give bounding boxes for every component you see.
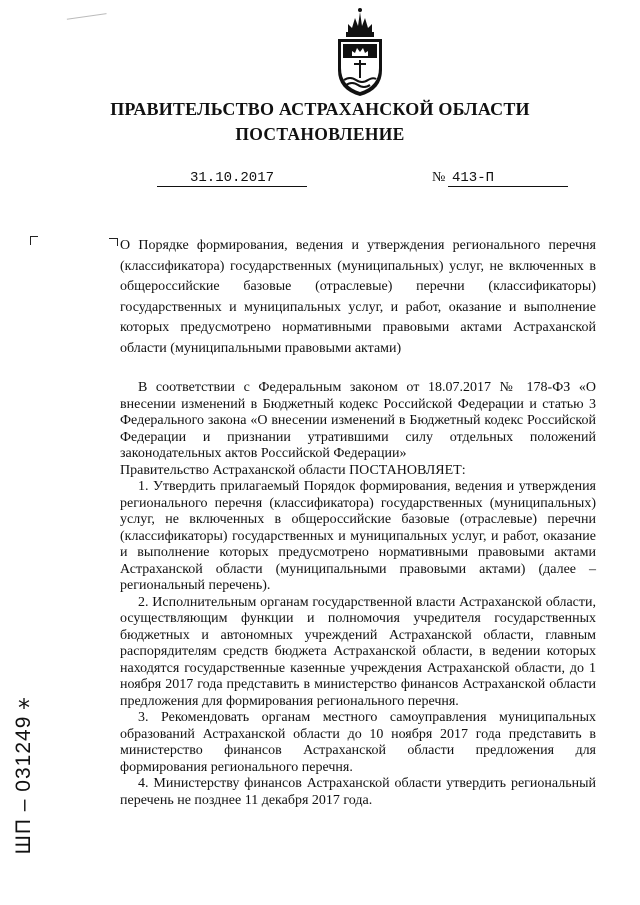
- decree-subject: О Порядке формирования, ведения и утверждения регионального перечня (классификатора) государственных (муниципальных) услуг, не включенных в общероссийские базовые (отраслевые) перечни (классификаторы) государственных и муниципальных услуг, и работ, оказание и выполнение которых предусмотрено нормативными правовыми актами Астраханской области (муниципальными правовыми актами): [120, 238, 596, 356]
- star-mark: *: [18, 694, 30, 722]
- decree-item: 4. Министерству финансов Астраханской области утвердить региональный перечень не позднее 11 декабря 2017 года.: [120, 776, 596, 808]
- scan-mark: [65, 3, 106, 19]
- registration-number: ШП – 031249: [12, 715, 35, 855]
- subject-bracket-right: [109, 238, 118, 246]
- decree-item: 2. Исполнительным органам государственной власти Астраханской области, осуществляющим функции и полномочия учредителя государственных бюджетных и автономных учреждений Астраханской области, главным распорядителям средств бюджета Астраханской области, в ведении которых находятся государственные казенные учреждения Астраханской области, до 1 ноября 2017 года представить в министерство финансов Астраханской области предложения для формирования регионального перечня.: [120, 594, 596, 709]
- decree-date: 31.10.2017: [157, 170, 307, 187]
- org-title: ПРАВИТЕЛЬСТВО АСТРАХАНСКОЙ ОБЛАСТИ: [110, 99, 530, 119]
- number-label: №: [432, 170, 446, 185]
- decree-items: [120, 479, 596, 809]
- subject-bracket-left: [30, 236, 38, 245]
- resolution-line: Правительство Астраханской области ПОСТАНОВЛЯЕТ:: [120, 463, 466, 478]
- decree-item: 3. Рекомендовать органам местного самоуправления муниципальных образований Астраханской области до 10 ноября 2017 года представить в министерство финансов Астраханской области предложения для формирования регионального перечня.: [120, 710, 596, 775]
- doc-type-title: ПОСТАНОВЛЕНИЕ: [235, 124, 405, 144]
- preamble-paragraph: В соответствии с Федеральным законом от 18.07.2017 № 178-ФЗ «О внесении изменений в Бюджетный кодекс Российской Федерации и статью 3 Федерального закона «О внесении изменений в Бюджетный кодекс Российской Федерации и признании утратившими силу отдельных положений законодательных актов Российской Федерации»: [120, 380, 596, 461]
- registration-stamp: [4, 694, 44, 870]
- decree-item: 1. Утвердить прилагаемый Порядок формирования, ведения и утверждения регионального перечня (классификатора) государственных (муниципальных) услуг, не включенных в общероссийские базовые (отраслевые) перечни (классификаторы) государственных и муниципальных услуг, и работ, оказание и выполнение которых предусмотрено нормативными правовыми актами Астраханской области (муниципальными правовыми актами) (далее – региональный перечень).: [120, 479, 596, 593]
- decree-number: 413-П: [448, 170, 568, 187]
- astrakhan-coat-of-arms-icon: [332, 6, 388, 98]
